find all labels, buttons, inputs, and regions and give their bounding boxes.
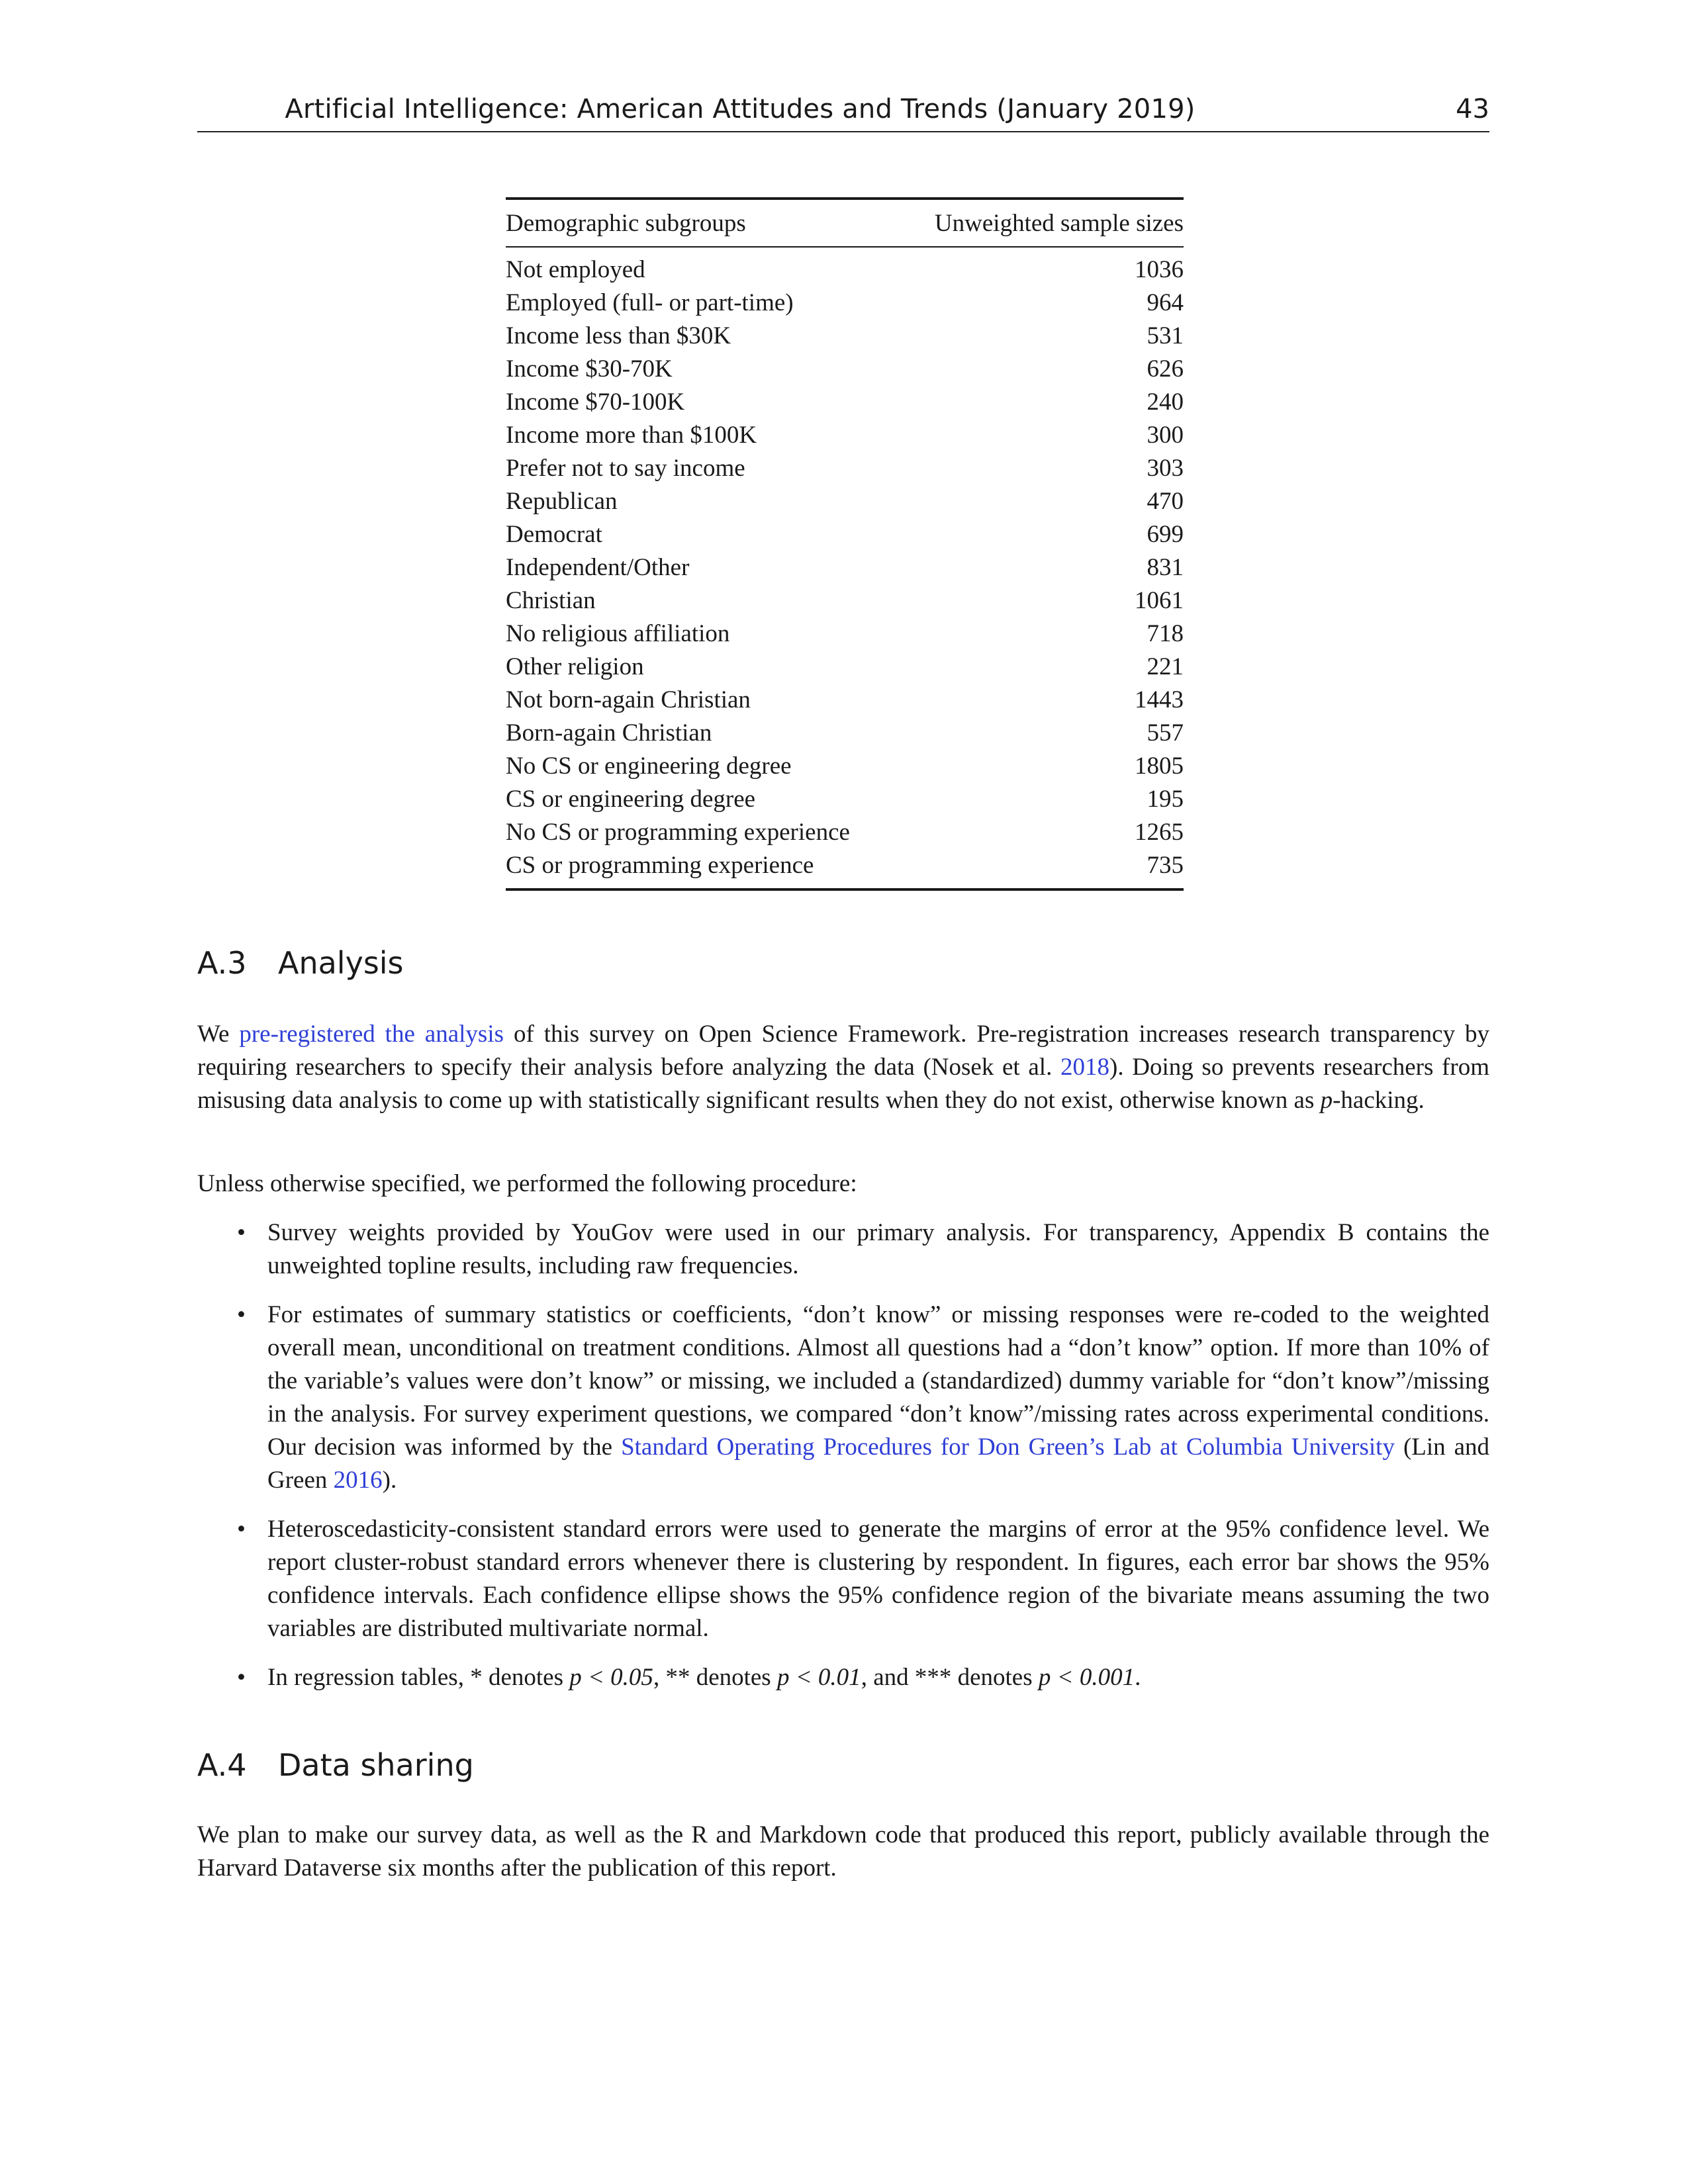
text: We plan to make our survey data, as well as the R and Markdown code that produced this report, publicly available through the Harvard Dataverse six months after the publication of this report. — [197, 1821, 1489, 1882]
table-row — [506, 749, 1184, 782]
section-heading-analysis — [197, 945, 404, 981]
cell-subgroup: Not born-again Christian — [506, 686, 751, 713]
cell-sample-size: 221 — [1147, 653, 1184, 680]
cell-subgroup: Income more than $100K — [506, 421, 757, 449]
analysis-paragraph-2 — [197, 1167, 1489, 1201]
table-row — [506, 418, 1184, 451]
column-header-subgroup: Demographic subgroups — [506, 209, 746, 237]
analysis-paragraph-1 — [197, 1018, 1489, 1117]
section-title: Data sharing — [278, 1747, 474, 1783]
list-item — [197, 1661, 1489, 1694]
text: of this survey on Open Science Framework. Pre-registration increases research transparency by requiring researchers to specify their analysis before analyzing the data (Nosek et al. — [197, 1021, 1490, 1081]
cell-sample-size: 303 — [1147, 454, 1184, 482]
running-header — [197, 91, 1489, 132]
cell-sample-size: 470 — [1147, 487, 1184, 515]
text: Heteroscedasticity-consistent standard errors were used to generate the margins of error at the 95% confidence level. We report cluster-robust standard errors whenever there is clustering by respondent. In figures, each error bar shows the 95% confidence intervals. Each confidence ellipse shows the 95% confidence region of the bivariate means assuming the two variables are distributed multivariate normal. — [267, 1516, 1489, 1642]
table-row — [506, 815, 1184, 848]
cell-subgroup: Born-again Christian — [506, 719, 712, 747]
page-number: 43 — [1456, 94, 1489, 124]
cell-sample-size: 699 — [1147, 520, 1184, 548]
cell-subgroup: Other religion — [506, 653, 644, 680]
cell-subgroup: Employed (full- or part-time) — [506, 289, 794, 316]
table-row — [506, 385, 1184, 418]
cell-sample-size: 964 — [1147, 289, 1184, 316]
cell-subgroup: Democrat — [506, 520, 602, 548]
column-header-sample-size: Unweighted sample sizes — [934, 209, 1184, 237]
math-p: p — [1320, 1087, 1333, 1114]
list-item — [197, 1298, 1489, 1497]
preregistration-link[interactable]: pre-registered the analysis — [239, 1021, 504, 1048]
text: . — [1135, 1664, 1141, 1691]
running-title: Artificial Intelligence: American Attitudes and Trends (January 2019) — [285, 94, 1196, 124]
table-row — [506, 716, 1184, 749]
table-row — [506, 484, 1184, 518]
cell-subgroup: Income $70-100K — [506, 388, 685, 416]
text: , and *** denotes — [861, 1664, 1033, 1691]
table-row — [506, 683, 1184, 716]
table-row — [506, 451, 1184, 484]
table-row — [506, 352, 1184, 385]
cell-subgroup: No CS or engineering degree — [506, 752, 792, 780]
math-p001: p < 0.01 — [776, 1664, 861, 1691]
cell-subgroup: Independent/Other — [506, 553, 690, 581]
bullet-icon: • — [237, 1219, 246, 1246]
text: We — [197, 1021, 230, 1048]
math-p005: p < 0.05 — [569, 1664, 653, 1691]
section-number: A.3 — [197, 945, 247, 981]
cell-subgroup: Not employed — [506, 255, 645, 283]
table-row — [506, 253, 1184, 286]
sop-link[interactable]: Standard Operating Procedures for Don Green’s Lab at Columbia University — [621, 1433, 1395, 1461]
cell-sample-size: 626 — [1147, 355, 1184, 383]
text: Survey weights provided by YouGov were used in our primary analysis. For transparency, Appendix B contains the unweighted topline results, including raw frequencies. — [267, 1219, 1489, 1279]
cell-sample-size: 1443 — [1135, 686, 1184, 713]
text: ). Doing so prevents researchers from misusing data analysis to come up with statistically significant results when they do not exist, otherwise known as — [197, 1054, 1489, 1114]
table-row — [506, 584, 1184, 617]
text: , ** denotes — [653, 1664, 771, 1691]
math-p0001: p < 0.001 — [1038, 1664, 1135, 1691]
text: In regression tables, * denotes — [267, 1664, 563, 1691]
cell-subgroup: Income less than $30K — [506, 322, 731, 349]
text: For estimates of summary statistics or coefficients, “don’t know” or missing responses were re-coded to the weighted overall mean, unconditional on treatment conditions. Almost all questions had a “don’t know” option. If more than 10% of the variable’s values were don’t know” or missing, we included a (standardized) dummy variable for “don’t know”/missing in the analysis. For survey experiment questions, we compared “don’t know”/missing rates across experimental conditions. Our decision was informed by the — [267, 1301, 1489, 1461]
bullet-icon: • — [237, 1516, 246, 1543]
cell-subgroup: Income $30-70K — [506, 355, 673, 383]
table-row — [506, 617, 1184, 650]
cell-subgroup: Prefer not to say income — [506, 454, 745, 482]
table-row — [506, 782, 1184, 815]
text: ). — [382, 1467, 397, 1494]
cell-sample-size: 735 — [1147, 851, 1184, 879]
table-header-row — [506, 200, 1184, 248]
data-sharing-paragraph — [197, 1819, 1489, 1885]
list-item — [197, 1513, 1489, 1645]
cell-subgroup: CS or engineering degree — [506, 785, 756, 813]
citation-lin-green-2016[interactable]: 2016 — [333, 1467, 383, 1494]
text: Unless otherwise specified, we performed the following procedure: — [197, 1170, 857, 1197]
cell-subgroup: CS or programming experience — [506, 851, 814, 879]
cell-sample-size: 1805 — [1135, 752, 1184, 780]
cell-subgroup: Republican — [506, 487, 618, 515]
table-row — [506, 848, 1184, 882]
cell-sample-size: 531 — [1147, 322, 1184, 349]
table-body — [506, 248, 1184, 888]
citation-nosek-2018[interactable]: 2018 — [1060, 1054, 1110, 1081]
cell-sample-size: 300 — [1147, 421, 1184, 449]
cell-sample-size: 1265 — [1135, 818, 1184, 846]
table-row — [506, 286, 1184, 319]
cell-subgroup: No CS or programming experience — [506, 818, 850, 846]
bullet-icon: • — [237, 1301, 246, 1328]
table-row — [506, 518, 1184, 551]
cell-sample-size: 1061 — [1135, 586, 1184, 614]
cell-subgroup: No religious affiliation — [506, 619, 730, 647]
text: (Lin and Green — [267, 1433, 1490, 1494]
section-number: A.4 — [197, 1747, 247, 1783]
section-title: Analysis — [278, 945, 404, 981]
cell-sample-size: 1036 — [1135, 255, 1184, 283]
procedure-list — [197, 1216, 1489, 1710]
list-item — [197, 1216, 1489, 1283]
cell-sample-size: 718 — [1147, 619, 1184, 647]
cell-sample-size: 195 — [1147, 785, 1184, 813]
section-heading-data-sharing — [197, 1747, 474, 1783]
bullet-icon: • — [237, 1664, 246, 1691]
cell-sample-size: 831 — [1147, 553, 1184, 581]
table-row — [506, 551, 1184, 584]
table-row — [506, 319, 1184, 352]
sample-size-table — [506, 197, 1184, 891]
cell-subgroup: Christian — [506, 586, 596, 614]
table-row — [506, 650, 1184, 683]
cell-sample-size: 240 — [1147, 388, 1184, 416]
cell-sample-size: 557 — [1147, 719, 1184, 747]
text: -hacking. — [1333, 1087, 1425, 1114]
